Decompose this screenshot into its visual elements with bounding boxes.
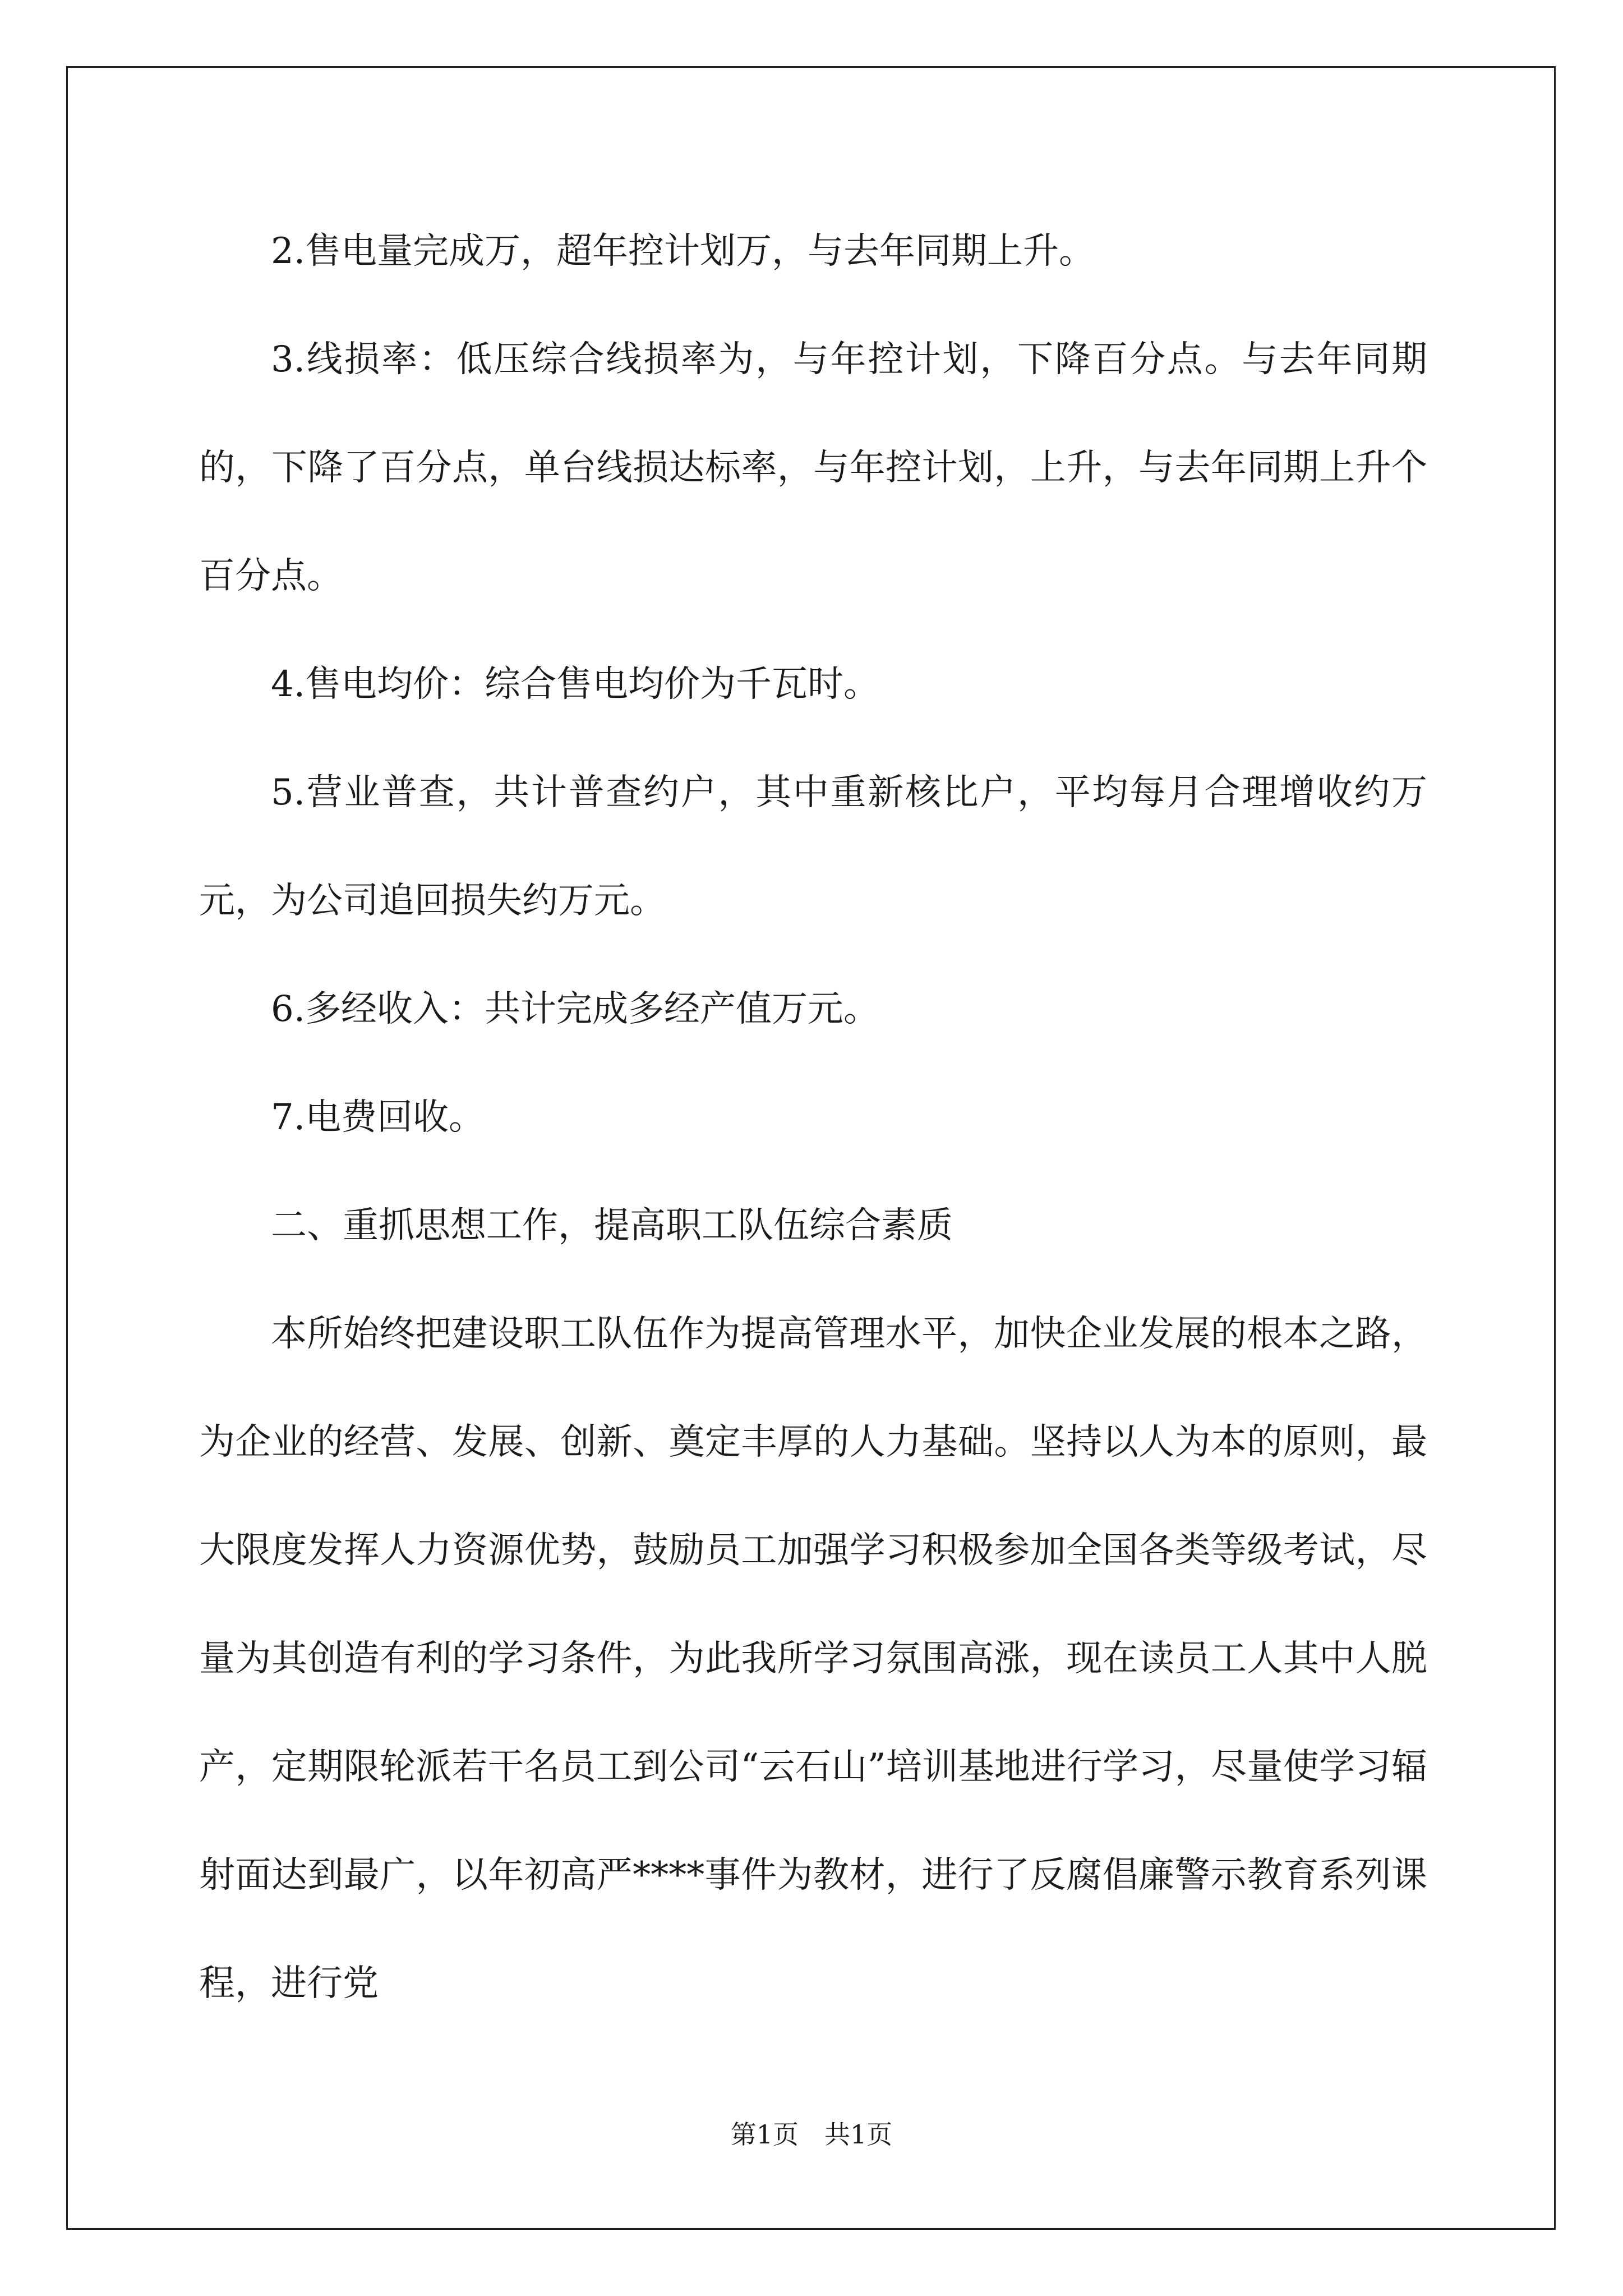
page-number: 第1页 共1页 — [730, 2119, 893, 2150]
paragraph-business-survey: 5.营业普查，共计普查约户，其中重新核比户，平均每月合理增收约万元，为公司追回损失约万元。 — [199, 772, 1427, 922]
section-heading-two: 二、重抓思想工作，提高职工队伍综合素质 — [271, 1205, 953, 1246]
paragraph-staff-development: 本所始终把建设职工队伍作为提高管理水平，加快企业发展的根本之路，为企业的经营、发展、创新、奠定丰厚的人力基础。坚持以人为本的原则，最大限度发挥人力资源优势，鼓励员工加强学习积极参加全国各类等级考试，尽量为其创造有利的学习条件，为此我所学习氛围高涨，现在读员工人其中人脱产，定期限轮派若干名员工到公司“云石山”培训基地进行学习，尽量使学习辐射面达到最广，以年初高严****事件为教材，进行了反腐倡廉警示教育系列课程，进行党 — [199, 1313, 1427, 2004]
paragraph-sales-volume: 2.售电量完成万，超年控计划万，与去年同期上升。 — [271, 231, 1095, 272]
paragraph-diversified-income: 6.多经收入：共计完成多经产值万元。 — [271, 988, 880, 1030]
paragraph-line-loss: 3.线损率：低压综合线损率为，与年控计划，下降百分点。与去年同期的，下降了百分点，单台线损达标率，与年控计划，上升，与去年同期上升个百分点。 — [199, 339, 1427, 597]
paragraph-average-price: 4.售电均价：综合售电均价为千瓦时。 — [271, 664, 880, 705]
document-body — [199, 197, 1427, 2038]
paragraph-fee-collection: 7.电费回收。 — [271, 1097, 485, 1138]
